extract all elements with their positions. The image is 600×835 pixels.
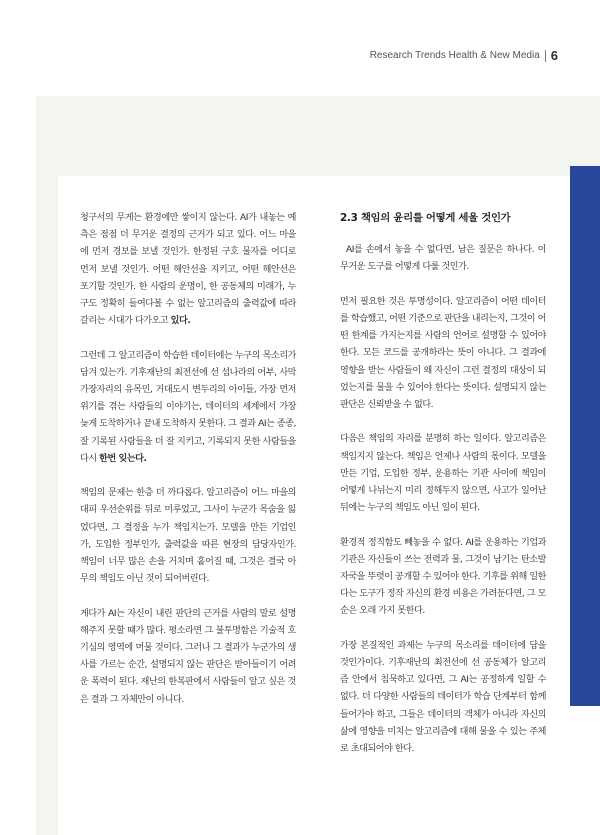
paragraph: 먼저 필요한 것은 투명성이다. 알고리즘이 어떤 데이터를 학습했고, 어떤 기준으로 판단을 내리는지, 그것이 어떤 한계를 가지는지를 사람의 언어로 설명할 수 있어야 한다. 모든 코드를 공개하라는 뜻이 아니다. 그 결과에 영향을 받는 사람들이 왜 자신이 그런 결정의 대상이 되었는지를 물을 수 있어야 한다는 뜻이다. 설명되지 않는 판단은 신뢰받을 수 없다. bbox=[340, 296, 546, 411]
paragraph: 가장 본질적인 과제는 누구의 목소리를 데이터에 담을 것인가이다. 기후재난의 최전선에 선 공동체가 알고리즘 안에서 침묵하고 있다면, 그 AI는 공정하게 일할 수 없다. 더 다양한 사람들의 데이터가 학습 단계부터 함께 들어가야 하고, 그들은 데이터의 객체가 아니라 자신의 삶에 영향을 미치는 알고리즘에 대해 물을 수 있는 주체로 초대되어야 한다. bbox=[340, 640, 546, 755]
paragraph: 환경적 정직함도 빼놓을 수 없다. AI를 운용하는 기업과 기관은 자신들이 쓰는 전력과 물, 그것이 남기는 탄소발자국을 뚜렷이 공개할 수 있어야 한다. 기후를 위해 일한다는 도구가 정작 자신의 환경 비용은 가려둔다면, 그 모순은 오래 가지 못한다. bbox=[340, 537, 546, 617]
header-divider bbox=[545, 50, 546, 62]
paragraph: AI를 손에서 놓을 수 없다면, 남은 질문은 하나다. 이 무거운 도구를 어떻게 다룰 것인가. bbox=[340, 245, 546, 273]
left-column bbox=[80, 210, 296, 726]
paragraph: 다음은 책임의 자리를 분명히 하는 일이다. 알고리즘은 책임지지 않는다. 책임은 언제나 사람의 몫이다. 모델을 만든 기업, 도입한 정부, 운용하는 기관 사이에 책임이 어떻게 나뉘는지 미리 정해두지 않으면, 사고가 일어난 뒤에는 누구의 책임도 아닌 일이 된다. bbox=[340, 434, 546, 514]
paragraph: 게다가 AI는 자신이 내린 판단의 근거를 사람의 말로 설명해주지 못할 때가 많다. 평소라면 그 불투명함은 기술적 호기심의 영역에 머물 것이다. 그러나 그 결과가 누군가의 생사를 가르는 순간, 설명되지 않는 판단은 받아들이기 어려운 폭력이 된다. 재난의 한복판에서 사람들이 알고 싶은 것은 결과 그 자체만이 아니다. bbox=[80, 608, 296, 705]
section-heading: 2.3 책임의 윤리를 어떻게 세울 것인가 bbox=[340, 212, 511, 224]
publication-title: Research Trends Health & New Media bbox=[369, 50, 540, 61]
running-header bbox=[370, 48, 558, 63]
paragraph: 그런데 그 알고리즘이 학습한 데이터에는 누구의 목소리가 담겨 있는가. 기후재난의 최전선에 선 섬나라의 어부, 사막 가장자리의 유목민, 거대도시 변두리의 아이들, 가장 먼저 위기를 겪는 사람들의 이야기는, 데이터의 세계에서 가장 늦게 도착하거나 끝내 도착하지 못한다. 그 결과 AI는 종종, 잘 기록된 사람들을 더 잘 지키고, 기록되지 못한 사람들을 다시 한번 잊는다. bbox=[80, 350, 296, 464]
page-number: 6 bbox=[550, 48, 558, 63]
right-column bbox=[340, 210, 546, 775]
paragraph: 청구서의 무게는 환경에만 쌓이지 않는다. AI가 내놓는 예측은 점점 더 무거운 결정의 근거가 되고 있다. 어느 마을에 먼저 경보를 보낼 것인가. 한정된 구호 물자를 어디로 먼저 보낼 것인가. 어떤 해안선을 지키고, 어떤 해안선은 포기할 것인가. 한 사람의 운명이, 한 공동체의 미래가, 누구도 정확히 들여다볼 수 없는 알고리즘의 출력값에 따라 갈리는 시대가 다가오고 있다. bbox=[80, 213, 296, 327]
chapter-edge-tab bbox=[570, 166, 600, 706]
paragraph: 책임의 문제는 한층 더 까다롭다. 알고리즘이 어느 마을의 대피 우선순위를 뒤로 미루었고, 그사이 누군가 목숨을 잃었다면, 그 결정을 누가 책임지는가. 모델을 만든 기업인가, 도입한 정부인가, 출력값을 따른 현장의 담당자인가. 책임이 너무 많은 손을 거치며 흩어질 때, 그것은 결국 아무의 책임도 아닌 것이 되어버린다. bbox=[80, 488, 296, 585]
background-panel-left bbox=[36, 176, 58, 835]
background-panel-top bbox=[36, 96, 600, 176]
